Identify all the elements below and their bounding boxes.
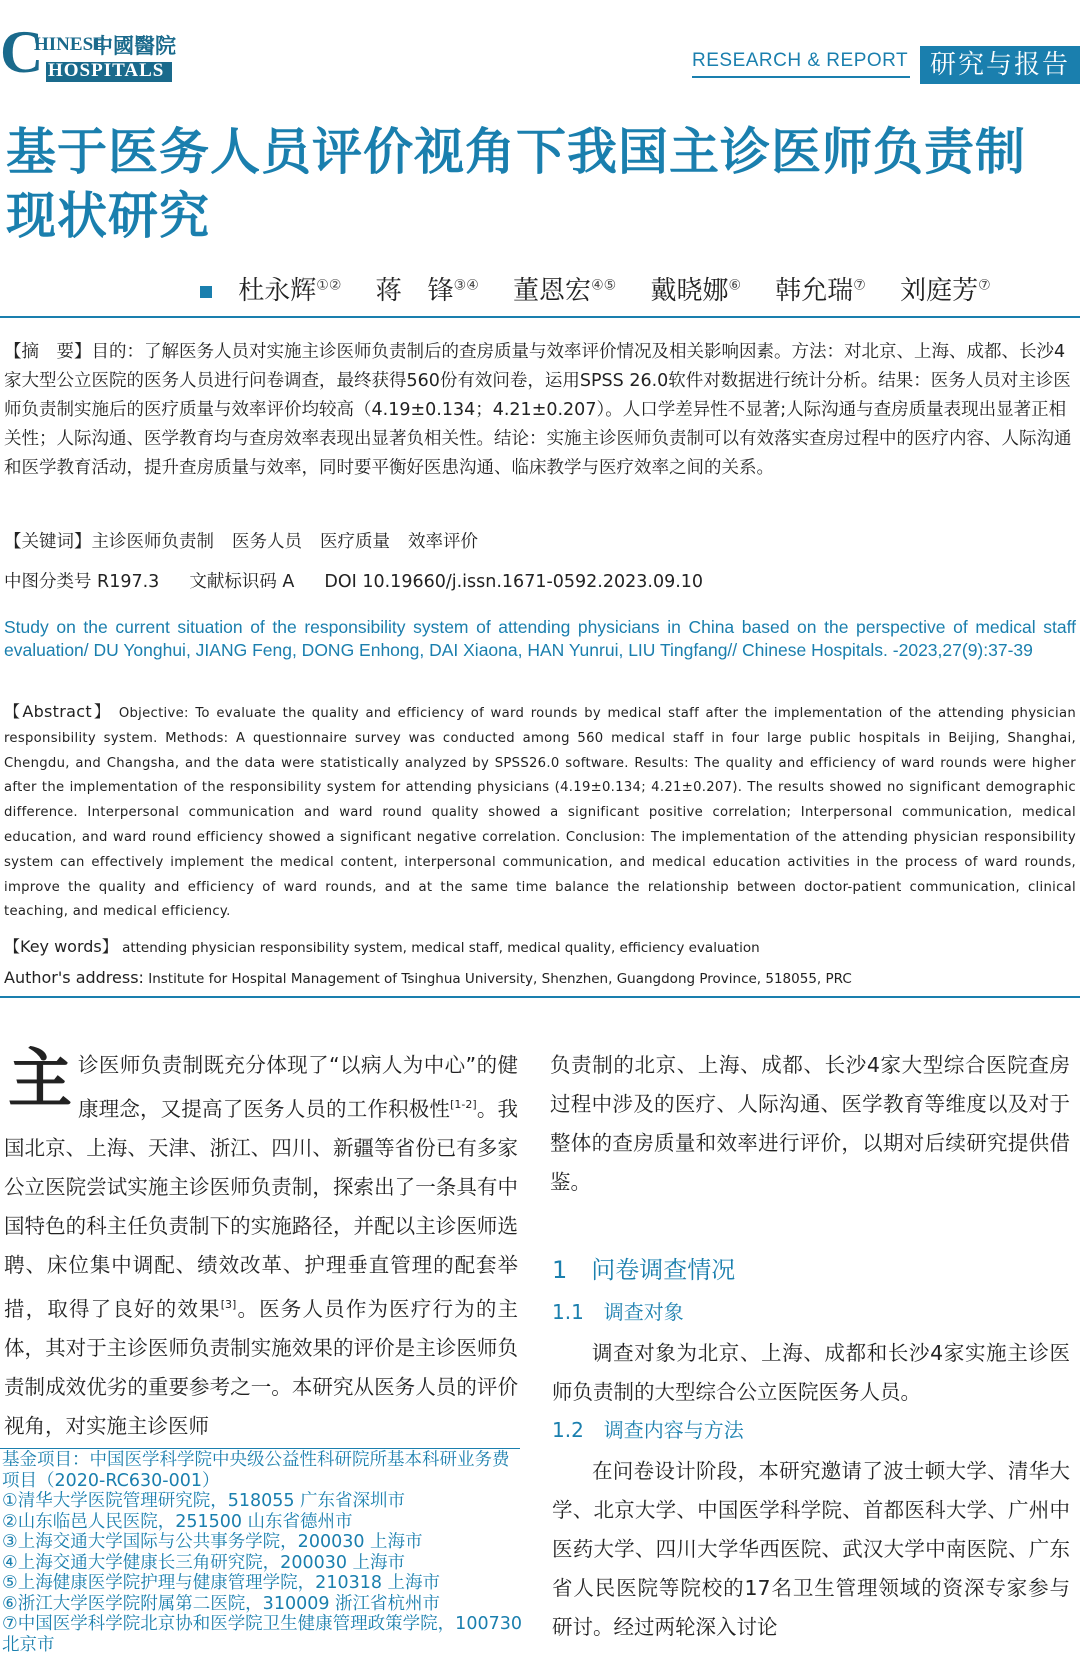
footnote-affiliation: ⑥浙江大学医学院附属第二医院，310009 浙江省杭州市 xyxy=(2,1593,441,1614)
footnote-affiliation: ②山东临邑人民医院，251500 山东省德州市 xyxy=(2,1511,353,1532)
title-line-2: 现状研究 xyxy=(6,187,210,245)
author-name: 刘庭芳 xyxy=(900,276,979,306)
abstract-en-text: Objective: To evaluate the quality and efficiency of ward rounds by medical staff after the implementation of the attending physician responsibility system. Methods: A questionnaire survey was conducted among 560 medical staff in four large public hospitals in Beijing, Shanghai, Chengdu, and Changsha, and the data were statistically analyzed by SPSS26.0 software. Results: The quality and efficiency of ward rounds were higher after the implementation of the responsibility system for attending physicians (4.19±0.134; 4.21±0.207). The results showed no significant demographic difference. Interpersonal communication and ward round quality showed a significant positive correlation; Interpersonal communication, medical education, and ward round efficiency showed a significant negative correlation. Conclusion: The implementation of the attending physician responsibility system can effectively implement the medical content, interpersonal communication, and medical education activities in the process of ward rounds, improve the quality and efficiency of ward rounds, and at the same time balance the relationship between doctor-patient communication, clinical teaching, and medical efficiency. xyxy=(4,706,1076,920)
article-title xyxy=(6,120,1076,248)
footnote-divider xyxy=(0,1448,520,1449)
address-label: Author's address: xyxy=(4,968,144,987)
author xyxy=(376,276,479,306)
subsection-heading-1-2: 1.2 调查内容与方法 xyxy=(552,1418,744,1442)
author-name: 董恩宏 xyxy=(513,276,592,306)
keyword: 医疗质量 xyxy=(320,532,390,552)
abstract-cn-label: 【摘 要】 xyxy=(4,342,92,362)
footnote-affiliation: ④上海交通大学健康长三角研究院，200030 上海市 xyxy=(2,1552,406,1573)
author-affiliation-sup: ⑦ xyxy=(978,277,991,294)
section-heading-1: 1 问卷调查情况 xyxy=(552,1256,736,1284)
keywords-cn-label: 【关键词】 xyxy=(4,532,92,552)
author-name: 韩允瑞 xyxy=(775,276,854,306)
logo-hospitals: HOSPITALS xyxy=(48,60,165,81)
address-text: Institute for Hospital Management of Tsinghua University, Shenzhen, Guangdong Province, 518055, PRC xyxy=(148,971,852,987)
paragraph-1-1: 调查对象为北京、上海、成都和长沙4家实施主诊医师负责制的大型综合公立医院医务人员。 xyxy=(552,1341,1070,1404)
keywords-en-label: 【Key words】 xyxy=(4,937,118,956)
author-affiliation-sup: ⑦ xyxy=(853,277,866,294)
logo-chinese: 中國醫院 xyxy=(92,33,176,58)
subsection-heading-1-1: 1.1 调查对象 xyxy=(552,1300,684,1324)
english-title-citation: Study on the current situation of the responsibility system of attending physicians in China based on the perspective of medical staff evaluation/ DU Yonghui, JIANG Feng, DONG Enhong, DAI Xiaona, HAN Yunrui, LIU Tingfang// Chinese Hospitals. -2023,27(9):37-39 xyxy=(4,617,1076,660)
author-name: 戴晓娜 xyxy=(650,276,729,306)
author xyxy=(775,276,866,306)
logo-word: HINESE xyxy=(34,34,106,55)
divider-bottom xyxy=(0,996,1080,998)
divider-top xyxy=(0,316,1080,318)
author xyxy=(238,276,341,306)
footnote-affiliation: ①清华大学医院管理研究院，518055 广东省深圳市 xyxy=(2,1491,406,1511)
footnote-affiliation: ⑤上海健康医学院护理与健康管理学院，210318 上海市 xyxy=(2,1573,441,1593)
author xyxy=(900,276,991,306)
author-affiliation-sup: ⑥ xyxy=(728,277,742,294)
classification-meta xyxy=(4,568,733,593)
abstract-cn xyxy=(4,338,1076,483)
keywords-en xyxy=(4,934,760,957)
author xyxy=(650,276,741,306)
keyword: 医务人员 xyxy=(232,532,302,552)
footnote-funding: 基金项目：中国医学科学院中央级公益性科研院所基本科研业务费项目（2020-RC630-001） xyxy=(2,1450,510,1491)
body-text: 。医务人员作为医疗行为的主体，其对于主诊医师负责制实施效果的评价是主诊医师负责制成效优劣的重要参考之一。本研究从医务人员的评价视角，对实施主诊医师 xyxy=(4,1296,519,1438)
section-label-en: RESEARCH & REPORT xyxy=(692,50,909,71)
paragraph-1-2: 在问卷设计阶段，本研究邀请了波士顿大学、清华大学、北京大学、中国医学科学院、首都医科大学、广州中医药大学、四川大学华西医院、武汉大学中南医院、广东省人民医院等院校的17名卫生管理领域的资深专家参与研讨。经过两轮深入讨论 xyxy=(552,1459,1070,1639)
body-column-left xyxy=(4,1042,519,1446)
author-name: 杜永辉 xyxy=(238,276,317,306)
title-line-1: 基于医务人员评价视角下我国主诊医师负责制 xyxy=(6,123,1026,181)
citation-ref: [3] xyxy=(220,1297,237,1311)
section-underline xyxy=(692,76,910,78)
section-label-cn: 研究与报告 xyxy=(920,46,1080,84)
author xyxy=(513,276,616,306)
author-address-en xyxy=(4,968,852,987)
abstract-cn-text: 目的：了解医务人员对实施主诊医师负责制后的查房质量与效率评价情况及相关影响因素。方法：对北京、上海、成都、长沙4家大型公立医院的医务人员进行问卷调查，最终获得560份有效问卷，运用SPSS 26.0软件对数据进行统计分析。结果：医务人员对主诊医师负责制实施后的医疗质量与效率评价均较高（4.19±0.134；4.21±0.207）。人口学差异性不显著;人际沟通与查房质量表现出显著正相关性；人际沟通、医学教育均与查房效率表现出显著负相关性。结论：实施主诊医师负责制可以有效落实查房过程中的医疗内容、人际沟通和医学教育活动，提升查房质量与效率，同时要平衡好医患沟通、临床教学与医疗效率之间的关系。 xyxy=(4,342,1072,478)
drop-cap: 主 xyxy=(8,1042,72,1117)
keyword: 效率评价 xyxy=(408,532,478,552)
footnote-affiliation: ⑦中国医学科学院北京协和医学院卫生健康管理政策学院，100730 北京市 xyxy=(2,1614,522,1655)
doi: DOI 10.19660/j.issn.1671-0592.2023.09.10 xyxy=(324,572,704,592)
footnotes xyxy=(2,1450,522,1655)
document-code: 文献标识码 A xyxy=(189,572,295,592)
author-affiliation-sup: ④⑤ xyxy=(591,277,617,294)
body-column-right-paragraph: 负责制的北京、上海、成都、长沙4家大型综合医院查房过程中涉及的医疗、人际沟通、医学教育等维度以及对于整体的查房质量和效率进行评价，以期对后续研究提供借鉴。 xyxy=(550,1053,1070,1194)
body-text: 诊医师负责制既充分体现了“以病人为中心”的健康理念，又提高了医务人员的工作积极性 xyxy=(78,1053,518,1121)
keywords-cn xyxy=(4,528,496,553)
citation-ref: [1-2] xyxy=(450,1098,477,1111)
keywords-en-text: attending physician responsibility system, medical staff, medical quality, efficiency evaluation xyxy=(122,940,760,956)
footnote-affiliation: ③上海交通大学国际与公共事务学院，200030 上海市 xyxy=(2,1532,423,1552)
body-text: 。我国北京、上海、天津、浙江、四川、新疆等省份已有多家公立医院尝试实施主诊医师负责制，探索出了一条具有中国特色的科主任负责制下的实施路径，并配以主诊医师选聘、床位集中调配、绩效改革、护理垂直管理的配套举措，取得了良好的效果 xyxy=(4,1096,518,1321)
clc-number: 中图分类号 R197.3 xyxy=(4,572,160,592)
keyword: 主诊医师负责制 xyxy=(91,532,214,552)
author-name: 蒋 锋 xyxy=(375,276,454,306)
bullet-square-icon xyxy=(200,286,212,298)
abstract-en xyxy=(4,700,1076,925)
logo-letter-c: C xyxy=(0,19,44,85)
author-affiliation-sup: ③④ xyxy=(453,277,479,294)
author-affiliation-sup: ①② xyxy=(316,277,342,294)
abstract-en-label: 【Abstract】 xyxy=(4,702,113,721)
journal-logo xyxy=(0,19,180,85)
author-list xyxy=(200,270,1017,307)
